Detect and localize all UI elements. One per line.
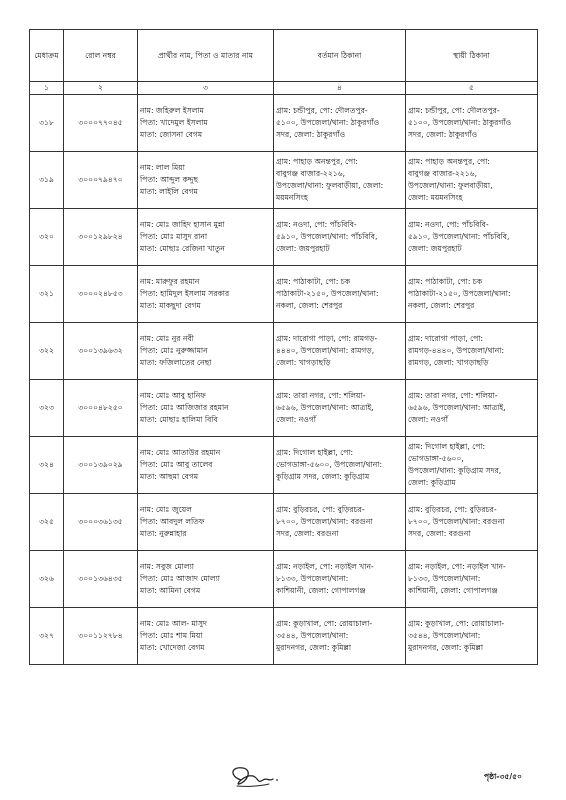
candidate-name-line: মাতা: জোসনা বেগম	[140, 129, 203, 139]
present-address-line: নকলা, জেলা: শেরপুর	[276, 300, 343, 310]
present-address-line: ময়মনসিংহ	[276, 192, 308, 202]
present-address-line: গ্রাম: দিগোল হাইল্লা, পো:	[276, 448, 354, 458]
present-address-line: ৪৪৪০, উপজেলা/থানা: রামগড়,	[276, 346, 375, 356]
present-address-cell	[274, 380, 406, 437]
candidate-name-line: পিতা: মোঃ আজাদ মোল্যা	[140, 574, 220, 584]
present-address-line: কুড়িগ্রাম সদর, জেলা: কুড়িগ্রাম	[276, 471, 370, 481]
serial-cell: ৩২৭	[30, 608, 64, 665]
roll-number-cell: ৩০০১১২৭৮৪	[64, 608, 138, 665]
present-address-cell	[274, 608, 406, 665]
permanent-address-line: সদর, জেলা: ঠাকুরগাঁও	[408, 129, 478, 139]
permanent-address-line: গ্রাম: নড়াইল, পো: নড়াইল খান-	[408, 562, 506, 572]
roll-number-cell: ৩০০০৪৮২৫০	[64, 380, 138, 437]
present-address-line: গ্রাম: বুড়িরচর, পো: বুড়িরচর-	[276, 505, 365, 515]
permanent-address-line: গ্রাম: পাঠাকাটা, পো: চক	[408, 277, 483, 287]
candidate-name-line: পিতা: মোঃ মাসুদ রানা	[140, 232, 208, 242]
present-address-line: গ্রাম: পাহাড় অনন্তপুর, পো:	[276, 157, 358, 167]
candidate-name-line: মাতা: লাইলি বেগম	[140, 186, 198, 196]
present-address-cell	[274, 551, 406, 608]
permanent-address-line: রামগড়-৪৪৪০, উপজেলা/থানা:	[408, 346, 505, 356]
candidate-name-line: পিতা: মোঃ আজিজার রহমান	[140, 403, 229, 413]
roll-number-cell: ৩০০১৩৯০২৯	[64, 437, 138, 494]
present-address-line: গ্রাম: নওদা, পো: পাঁচবিবি-	[276, 220, 357, 230]
permanent-address-line: নকলা, জেলা: শেরপুর	[408, 300, 475, 310]
column-number: ৫	[406, 82, 538, 95]
permanent-address-line: পাঠাকাটা-২১৫০, উপজেলা/থানা:	[408, 289, 511, 299]
serial-cell: ৩১৮	[30, 95, 64, 152]
table-row	[30, 323, 538, 380]
present-address-line: সদর, জেলা: ঠাকুরগাঁও	[276, 129, 346, 139]
present-address-cell	[274, 209, 406, 266]
serial-cell: ৩২১	[30, 266, 64, 323]
serial-cell: ৩২৫	[30, 494, 64, 551]
candidate-name-line: নাম: মোঃ জাহিদ হাসান মুন্না	[140, 220, 225, 230]
page-number: পৃষ্ঠা-৩৫/৫০	[484, 772, 522, 781]
candidate-name-line: মাতা: মোছাঃ রেজিনা খাতুন	[140, 243, 225, 253]
signature-mark	[223, 762, 283, 792]
candidate-name-cell	[138, 95, 274, 152]
table-row	[30, 266, 538, 323]
permanent-address-line: গ্রাম: দিগোল হাইল্লা, পো:	[408, 442, 486, 452]
header-row	[30, 30, 538, 82]
candidate-name-cell	[138, 152, 274, 209]
candidate-name-line: মাতা: আমিনা বেগম	[140, 585, 201, 595]
present-address-line: ৮১৩৩, উপজেলা/থানা:	[276, 574, 349, 584]
candidate-name-line: পিতা: আব্দুল কদ্দুছ	[140, 175, 198, 185]
permanent-address-line: জেলা: কুড়িগ্রাম	[408, 477, 456, 487]
table-row	[30, 380, 538, 437]
permanent-address-cell	[406, 323, 538, 380]
present-address-line: ৩৫৪৪, উপজেলা/থানা:	[276, 631, 349, 641]
candidate-name-cell	[138, 209, 274, 266]
permanent-address-line: ভোগডাঙ্গা-৫৬০০,	[408, 454, 464, 464]
present-address-line: ৮৭০০, উপজেলা/থানা: বরগুনা	[276, 517, 373, 527]
present-address-line: কাশিয়ানী, জেলা: গোপালগঞ্জ	[276, 585, 366, 595]
table-row	[30, 209, 538, 266]
permanent-address-line: মুরাদনগর, জেলা: কুমিল্লা	[408, 642, 484, 652]
header-name: প্রার্থীর নাম, পিতা ও মাতার নাম	[138, 30, 274, 82]
present-address-line: গ্রাম: পাঠাকাটা, পো: চক	[276, 277, 351, 287]
serial-cell: ৩২০	[30, 209, 64, 266]
present-address-cell	[274, 266, 406, 323]
present-address-line: গ্রাম: কুড়াখাল, পো: রোয়াচালা-	[276, 619, 373, 629]
present-address-line: ৫৯১০, উপজেলা/থানা: পাঁচবিবি,	[276, 232, 378, 242]
permanent-address-line: উপজেলা/থানা: ফুলবাড়ীয়া,	[408, 181, 493, 190]
present-address-line: গ্রাম: চন্ডীপুর, পো: দৌলতপুর-	[276, 106, 368, 116]
column-number: ২	[64, 82, 138, 95]
present-address-line: ৬৫৯৬, উপজেলা/থানা: আত্রাই,	[276, 403, 374, 413]
present-address-cell	[274, 323, 406, 380]
candidate-name-line: পিতা: মোঃ শাম মিয়া	[140, 631, 203, 641]
permanent-address-cell	[406, 437, 538, 494]
present-address-line: গ্রাম: তারা নগর, পো: শলিয়া-	[276, 391, 366, 401]
candidate-name-line: মাতা: খোদেজা বেগম	[140, 642, 205, 652]
candidate-name-cell	[138, 380, 274, 437]
candidate-name-line: নাম: মারুফুর রহমান	[140, 277, 200, 287]
permanent-address-line: গ্রাম: বুড়িরচর, পো: বুড়িরচর-	[408, 505, 497, 515]
candidate-name-line: পিতা: খাদেমুল ইসলাম	[140, 118, 208, 128]
roll-number-cell: ৩০০১৩৯৬৩২	[64, 323, 138, 380]
permanent-address-cell	[406, 209, 538, 266]
permanent-address-cell	[406, 608, 538, 665]
permanent-address-line: গ্রাম: তারা নগর, পো: শলিয়া-	[408, 391, 498, 401]
candidate-name-cell	[138, 437, 274, 494]
candidate-name-line: মাতা: মোছাঃ হালিমা বিবি	[140, 414, 218, 424]
present-address-cell	[274, 152, 406, 209]
candidate-name-line: মাতা: মাকছুদা বেগম	[140, 300, 201, 310]
candidate-name-cell	[138, 323, 274, 380]
roll-number-cell: ৩০০০৩৬১৩৫	[64, 494, 138, 551]
candidate-name-line: নাম: মোঃ আতাউর রহমান	[140, 448, 221, 458]
candidate-name-line: মাতা: আছমা বেগম	[140, 471, 199, 481]
column-number: ১	[30, 82, 64, 95]
permanent-address-line: জেলা: নওগাঁ	[408, 414, 449, 424]
permanent-address-line: গ্রাম: দারোগা পাড়া, পো:	[408, 334, 484, 344]
present-address-line: ৫১০০, উপজেলা/থানা: ঠাকুরগাঁও	[276, 118, 380, 128]
candidate-name-line: নাম: জহিরুল ইসলাম	[140, 106, 204, 116]
permanent-address-line: ৩৫৪৪, উপজেলা/থানা:	[408, 631, 481, 641]
roll-number-cell: ৩০০১৩৬৪৩৫	[64, 551, 138, 608]
candidate-name-line: নাম: মোঃ নুর নবী	[140, 334, 194, 344]
candidate-name-line: নাম: মোঃ আল- মাসুদ	[140, 619, 207, 629]
present-address-line: গ্রাম: নড়াইল, পো: নড়াইল খান-	[276, 562, 374, 572]
candidate-name-line: মাতা: ফজিলাতের নেছা	[140, 357, 212, 367]
candidate-name-line: নাম: সবুজ মোল্যা	[140, 562, 194, 572]
present-address-cell	[274, 437, 406, 494]
header-roll: রোল নম্বর	[64, 30, 138, 82]
candidate-name-line: নাম: লাল মিয়া	[140, 163, 185, 173]
table-row	[30, 95, 538, 152]
present-address-line: জেলা: জয়পুরহাট	[276, 243, 330, 253]
permanent-address-line: সদর, জেলা: বরগুনা	[408, 528, 471, 538]
serial-cell: ৩২৬	[30, 551, 64, 608]
column-number: ৩	[138, 82, 274, 95]
roll-number-cell: ৩০০১২৯৮২৪	[64, 209, 138, 266]
table-row	[30, 494, 538, 551]
candidate-name-line: পিতা: আবদুল লতিফ	[140, 517, 205, 527]
roll-number-cell: ৩০০০২৪৮৫৩	[64, 266, 138, 323]
table-row	[30, 551, 538, 608]
present-address-cell	[274, 95, 406, 152]
permanent-address-line: গ্রাম: নওদা, পো: পাঁচবিবি-	[408, 220, 489, 230]
present-address-line: গ্রাম: দারোগা পাড়া, পো: রামগড়-	[276, 334, 378, 344]
present-address-line: সদর, জেলা: বরগুনা	[276, 528, 339, 538]
permanent-address-cell	[406, 380, 538, 437]
permanent-address-line: ৬৫৯৬, উপজেলা/থানা: আত্রাই,	[408, 403, 506, 413]
candidate-name-cell	[138, 266, 274, 323]
present-address-cell	[274, 494, 406, 551]
serial-cell: ৩২২	[30, 323, 64, 380]
permanent-address-cell	[406, 152, 538, 209]
present-address-line: মুরাদনগর, জেলা: কুমিল্লা	[276, 642, 352, 652]
candidate-name-line: পিতা: মোঃ আবু তালেব	[140, 460, 213, 470]
candidate-name-cell	[138, 494, 274, 551]
permanent-address-cell	[406, 494, 538, 551]
present-address-line: ভোগডাঙ্গা-৫৬০০, উপজেলা/থানা:	[276, 460, 383, 470]
permanent-address-line: গ্রাম: পাহাড় অনন্তপুর, পো:	[408, 157, 490, 167]
roll-number-cell: ৩০০০৭৯৪৭০	[64, 152, 138, 209]
permanent-address-line: ৮৭০০, উপজেলা/থানা: বরগুনা	[408, 517, 505, 527]
merit-list-table	[29, 29, 538, 665]
candidate-name-line: মাতা: নুরুন্নাহার	[140, 528, 187, 538]
table-row	[30, 608, 538, 665]
present-address-line: উপজেলা/থানা: ফুলবাড়ীয়া, জেলা:	[276, 181, 384, 190]
header-serial: মেধাক্রম	[30, 30, 64, 82]
present-address-line: জেলা: খাগড়াছড়ি	[276, 357, 331, 367]
permanent-address-line: ৮১৩৩, উপজেলা/থানা:	[408, 574, 481, 584]
header-present-address: বর্তমান ঠিকানা	[274, 30, 406, 82]
permanent-address-line: রামগড়, জেলা: খাগড়াছড়ি	[408, 357, 489, 367]
present-address-line: জেলা: নওগাঁ	[276, 414, 317, 424]
present-address-line: বাবুগঞ্জ বাজার-২২১৬,	[276, 169, 346, 179]
candidate-name-cell	[138, 551, 274, 608]
permanent-address-line: ৫১০০, উপজেলা/থানা: ঠাকুরগাঁও	[408, 118, 512, 128]
permanent-address-line: গ্রাম: চন্ডীপুর, পো: দৌলতপুর-	[408, 106, 500, 116]
header-permanent-address: স্থায়ী ঠিকানা	[406, 30, 538, 82]
table-row	[30, 152, 538, 209]
serial-cell: ৩২৩	[30, 380, 64, 437]
permanent-address-cell	[406, 266, 538, 323]
permanent-address-line: গ্রাম: কুড়াখাল, পো: রোয়াচালা-	[408, 619, 505, 629]
present-address-line: পাঠাকাটা-২১৫০, উপজেলা/থানা:	[276, 289, 379, 299]
serial-cell: ৩২৪	[30, 437, 64, 494]
candidate-name-line: পিতা: হামিদুল ইসলাম সরকার	[140, 289, 230, 299]
permanent-address-cell	[406, 551, 538, 608]
serial-cell: ৩১৯	[30, 152, 64, 209]
table-row	[30, 437, 538, 494]
candidate-name-line: পিতা: মোঃ নুরুজ্জামান	[140, 346, 208, 356]
permanent-address-line: উপজেলা/থানা: কুড়িগ্রাম সদর,	[408, 466, 502, 475]
permanent-address-line: জেলা: ময়মনসিংহ	[408, 192, 463, 202]
permanent-address-line: জেলা: জয়পুরহাট	[408, 243, 462, 253]
permanent-address-line: কাশিয়ানী, জেলা: গোপালগঞ্জ	[408, 585, 498, 595]
roll-number-cell: ৩০০০৭৭০৪৫	[64, 95, 138, 152]
column-number: ৪	[274, 82, 406, 95]
candidate-name-line: নাম: মোঃ জুয়েল	[140, 505, 192, 515]
permanent-address-line: বাবুগঞ্জ বাজার-২২১৬,	[408, 169, 478, 179]
candidate-name-line: নাম: মোঃ আবু হানিফ	[140, 391, 206, 401]
candidate-name-cell	[138, 608, 274, 665]
permanent-address-cell	[406, 95, 538, 152]
permanent-address-line: ৫৯১০, উপজেলা/থানা: পাঁচবিবি,	[408, 232, 510, 242]
column-number-row	[30, 82, 538, 95]
